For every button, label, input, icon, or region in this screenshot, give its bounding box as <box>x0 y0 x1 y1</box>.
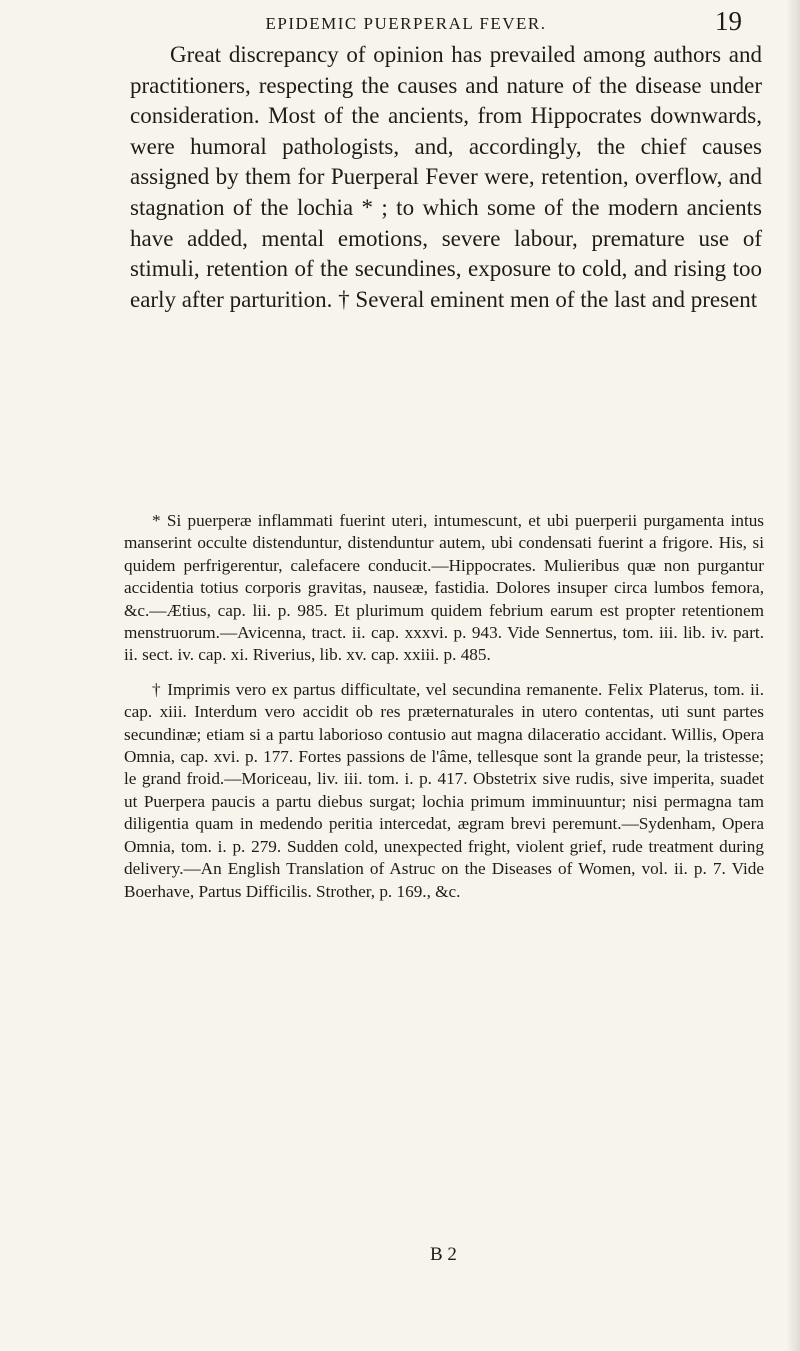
page-edge-shadow <box>786 0 800 1351</box>
footnote-dagger: † Imprimis vero ex partus difficultate, vel secundina remanente. Felix Platerus, tom. ii. cap. xiii. Interdum vero accidit ob res præternaturales in utero contentas, uti sunt partes secundinæ; etiam si a partu laborioso contusio aut magna dilaceratio accidant. Willis, Opera Omnia, cap. xvi. p. 177. Fortes passions de l'âme, tellesque sont la grande peur, la tristesse; le grand froid.—Moriceau, liv. iii. tom. i. p. 417. Obstetrix sive rudis, sive imperita, suadet ut Puerpera paucis a partu diebus surgat; lochia primum imminuuntur; nisi permagna tam diligentia quam in medendo peritia intercedat, ægram brevi peremunt.—Sydenham, Opera Omnia, tom. i. p. 279. Sudden cold, unexpected fright, violent grief, rude treatment during delivery.—An English Translation of Astruc on the Diseases of Women, vol. ii. p. 7. Vide Boerhave, Partus Difficilis. Strother, p. 169., &c. <box>124 679 764 901</box>
page-number: 19 <box>715 6 742 36</box>
signature-mark: B 2 <box>430 1244 457 1265</box>
footnotes <box>124 510 764 915</box>
footnote-asterisk: * Si puerperæ inflammati fuerint uteri, intumescunt, et ubi puerperii purgamenta intus manserint occulte distenduntur, distenduntur autem, ubi condensati fuerint a frigore. His, si quidem perfrigerentur, calefacere conducit.—Hippocrates. Mulieribus quæ non purgantur accidentia totius corporis gravitas, nauseæ, fastidia. Dolores insuper circa lumbos femora, &c.—Ætius, cap. lii. p. 985. Et plurimum quidem febrium earum est propter retentionem menstruorum.—Avicenna, tract. ii. cap. xxxvi. p. 943. Vide Sennertus, tom. iii. lib. iv. part. ii. sect. iv. cap. xi. Riverius, lib. xv. cap. xxiii. p. 485. <box>124 511 764 665</box>
body-paragraph: Great discrepancy of opinion has prevailed among authors and practitioners, respecting the causes and nature of the disease under consideration. Most of the ancients, from Hippocrates downwards, were humoral pathologists, and, accordingly, the chief causes assigned by them for Puerperal Fever were, retention, overflow, and stagnation of the lochia * ; to which some of the modern ancients have added, mental emotions, severe labour, premature use of stimuli, retention of the secundines, exposure to cold, and rising too early after parturition. † Several eminent men of the last and present <box>130 42 762 312</box>
running-head: EPIDEMIC PUERPERAL FEVER. <box>265 14 547 33</box>
